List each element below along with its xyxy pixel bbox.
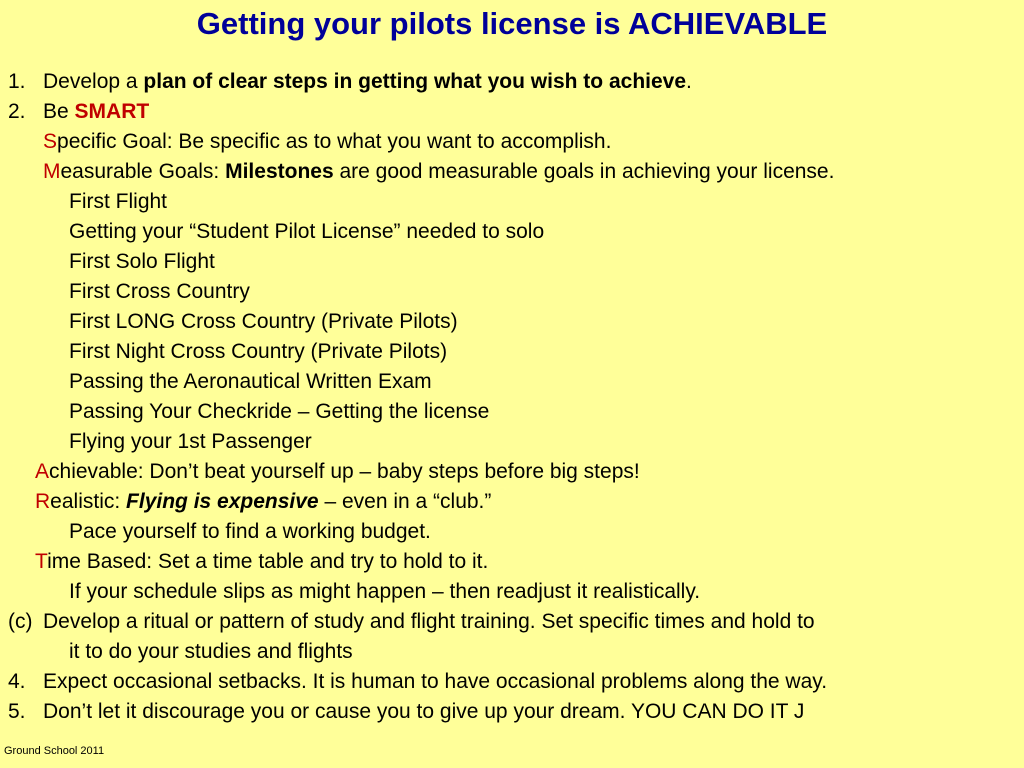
milestone-item: First Flight bbox=[69, 190, 168, 213]
item-text: Expect occasional setbacks. It is human to have occasional problems along the way. bbox=[43, 670, 828, 693]
line-text: chievable: Don’t beat yourself up – baby steps before big steps! bbox=[49, 460, 640, 483]
line-text: easurable Goals: bbox=[60, 160, 226, 183]
time-based-line bbox=[35, 547, 488, 577]
item-number: 2. bbox=[8, 100, 26, 123]
item-text: Don’t let it discourage you or cause you to give up your dream. YOU CAN DO IT J bbox=[43, 700, 805, 723]
line-text: ealistic: bbox=[50, 490, 127, 513]
line-text-bold: Milestones bbox=[225, 160, 334, 183]
smart-letter: S bbox=[43, 130, 58, 153]
milestone-item: Getting your “Student Pilot License” needed to solo bbox=[69, 220, 545, 243]
milestone-item: First Solo Flight bbox=[69, 250, 215, 273]
line-text-end: – even in a “club.” bbox=[318, 490, 492, 513]
schedule-line: If your schedule slips as might happen – then readjust it realistically. bbox=[69, 580, 701, 603]
milestone-item: Flying your 1st Passenger bbox=[69, 430, 312, 453]
smart-label: SMART bbox=[74, 100, 150, 123]
measurable-goal-line bbox=[43, 157, 834, 187]
line-text: pecific Goal: Be specific as to what you want to accomplish. bbox=[57, 130, 612, 153]
slide-footer: Ground School 2011 bbox=[4, 745, 105, 757]
item-number: 1. bbox=[8, 70, 26, 93]
milestone-item: First Cross Country bbox=[69, 280, 250, 303]
smart-letter: R bbox=[35, 490, 51, 513]
line-text: ime Based: Set a time table and try to hold to it. bbox=[47, 550, 489, 573]
item-text-plain: Be bbox=[43, 100, 75, 123]
item-number: (c) bbox=[8, 610, 33, 633]
item-text-plain: Develop a bbox=[43, 70, 144, 93]
item-text: Develop a ritual or pattern of study and flight training. Set specific times and hold to bbox=[43, 610, 815, 633]
smart-letter: A bbox=[35, 460, 50, 483]
specific-goal-line bbox=[43, 127, 611, 157]
pace-line: Pace yourself to find a working budget. bbox=[69, 520, 431, 543]
milestone-item: First Night Cross Country (Private Pilots) bbox=[69, 340, 448, 363]
line-text-emphasis: Flying is expensive bbox=[126, 490, 319, 513]
item-text-end: . bbox=[686, 70, 692, 93]
smart-letter: M bbox=[43, 160, 61, 183]
item-text bbox=[43, 97, 149, 127]
milestone-item: Passing Your Checkride – Getting the license bbox=[69, 400, 490, 423]
smart-letter: T bbox=[35, 550, 48, 573]
item-number: 4. bbox=[8, 670, 26, 693]
item-text-bold: plan of clear steps in getting what you wish to achieve bbox=[143, 70, 687, 93]
slide-title: Getting your pilots license is ACHIEVABLE bbox=[196, 6, 828, 41]
item-number: 5. bbox=[8, 700, 26, 723]
item-text bbox=[43, 67, 692, 97]
realistic-line bbox=[35, 487, 491, 517]
achievable-line bbox=[35, 457, 640, 487]
item-c-continuation: it to do your studies and flights bbox=[69, 640, 353, 663]
milestone-item: First LONG Cross Country (Private Pilots) bbox=[69, 310, 458, 333]
line-text-end: are good measurable goals in achieving your license. bbox=[333, 160, 835, 183]
milestone-item: Passing the Aeronautical Written Exam bbox=[69, 370, 432, 393]
